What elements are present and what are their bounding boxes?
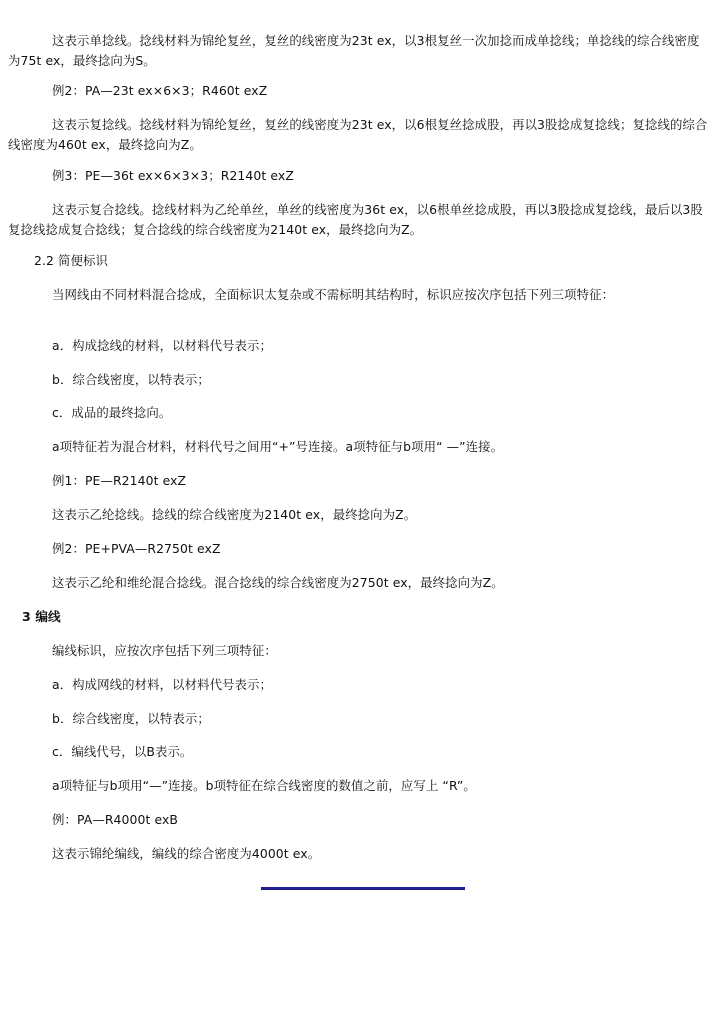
end-divider-rule xyxy=(261,887,465,890)
simple-example-1-label: 例1：PE—R2140t exZ xyxy=(52,473,187,488)
example-2-label: 例2：PA—23t ex×6×3；R460t exZ xyxy=(52,83,268,98)
paragraph-single-twist: 这表示单捻线。捻线材料为锦纶复丝，复丝的线密度为23t ex，以3根复丝一次加捻而成单捻线；单捻线的综合线密度为75t ex，最终捻向为S。 xyxy=(8,33,700,68)
paragraph-braid-connect-rule: a项特征与b项用“—”连接。b项特征在综合线密度的数值之前，应写上 “R”。 xyxy=(52,778,476,793)
paragraph-braid-marking: 编线标识，应按次序包括下列三项特征： xyxy=(52,643,277,658)
example-3-label: 例3：PE—36t ex×6×3×3；R2140t exZ xyxy=(52,168,294,183)
braid-example-label: 例：PA—R4000t exB xyxy=(52,812,179,827)
paragraph-composite-twist: 这表示复合捻线。捻线材料为乙纶单丝，单丝的线密度为36t ex，以6根单丝捻成股，再以3股捻成复捻线，最后以3股复捻线捻成复合捻线；复合捻线的综合线密度为2140t ex，最终捻向为Z。 xyxy=(8,202,703,237)
paragraph-connect-rule: a项特征若为混合材料，材料代号之间用“+”号连接。a项特征与b项用“ —”连接。 xyxy=(52,439,504,454)
simple-example-1-description: 这表示乙纶捻线。捻线的综合线密度为2140t ex，最终捻向为Z。 xyxy=(52,507,417,522)
section-2-2-heading: 2.2 简便标识 xyxy=(34,253,109,268)
braid-item-c: c．编线代号，以B表示。 xyxy=(52,744,193,759)
simple-example-2-label: 例2：PE+PVA—R2750t exZ xyxy=(52,541,221,556)
simple-example-2-description: 这表示乙纶和维纶混合捻线。混合捻线的综合线密度为2750t ex，最终捻向为Z。 xyxy=(52,575,504,590)
simplified-item-a: a．构成捻线的材料，以材料代号表示； xyxy=(52,338,273,353)
braid-item-b: b．综合线密度，以特表示； xyxy=(52,711,210,726)
paragraph-double-twist: 这表示复捻线。捻线材料为锦纶复丝，复丝的线密度为23t ex，以6根复丝捻成股，再以3股捻成复捻线；复捻线的综合线密度为460t ex，最终捻向为Z。 xyxy=(8,117,708,152)
simplified-item-c: c．成品的最终捻向。 xyxy=(52,405,172,420)
simplified-item-b: b．综合线密度，以特表示； xyxy=(52,372,210,387)
braid-example-description: 这表示锦纶编线，编线的综合密度为4000t ex。 xyxy=(52,846,321,861)
paragraph-simplified-marking: 当网线由不同材料混合捻成，全面标识太复杂或不需标明其结构时，标识应按次序包括下列三项特征： xyxy=(52,287,615,302)
section-3-heading: 3 编线 xyxy=(22,609,61,624)
braid-item-a: a．构成网线的材料，以材料代号表示； xyxy=(52,677,273,692)
